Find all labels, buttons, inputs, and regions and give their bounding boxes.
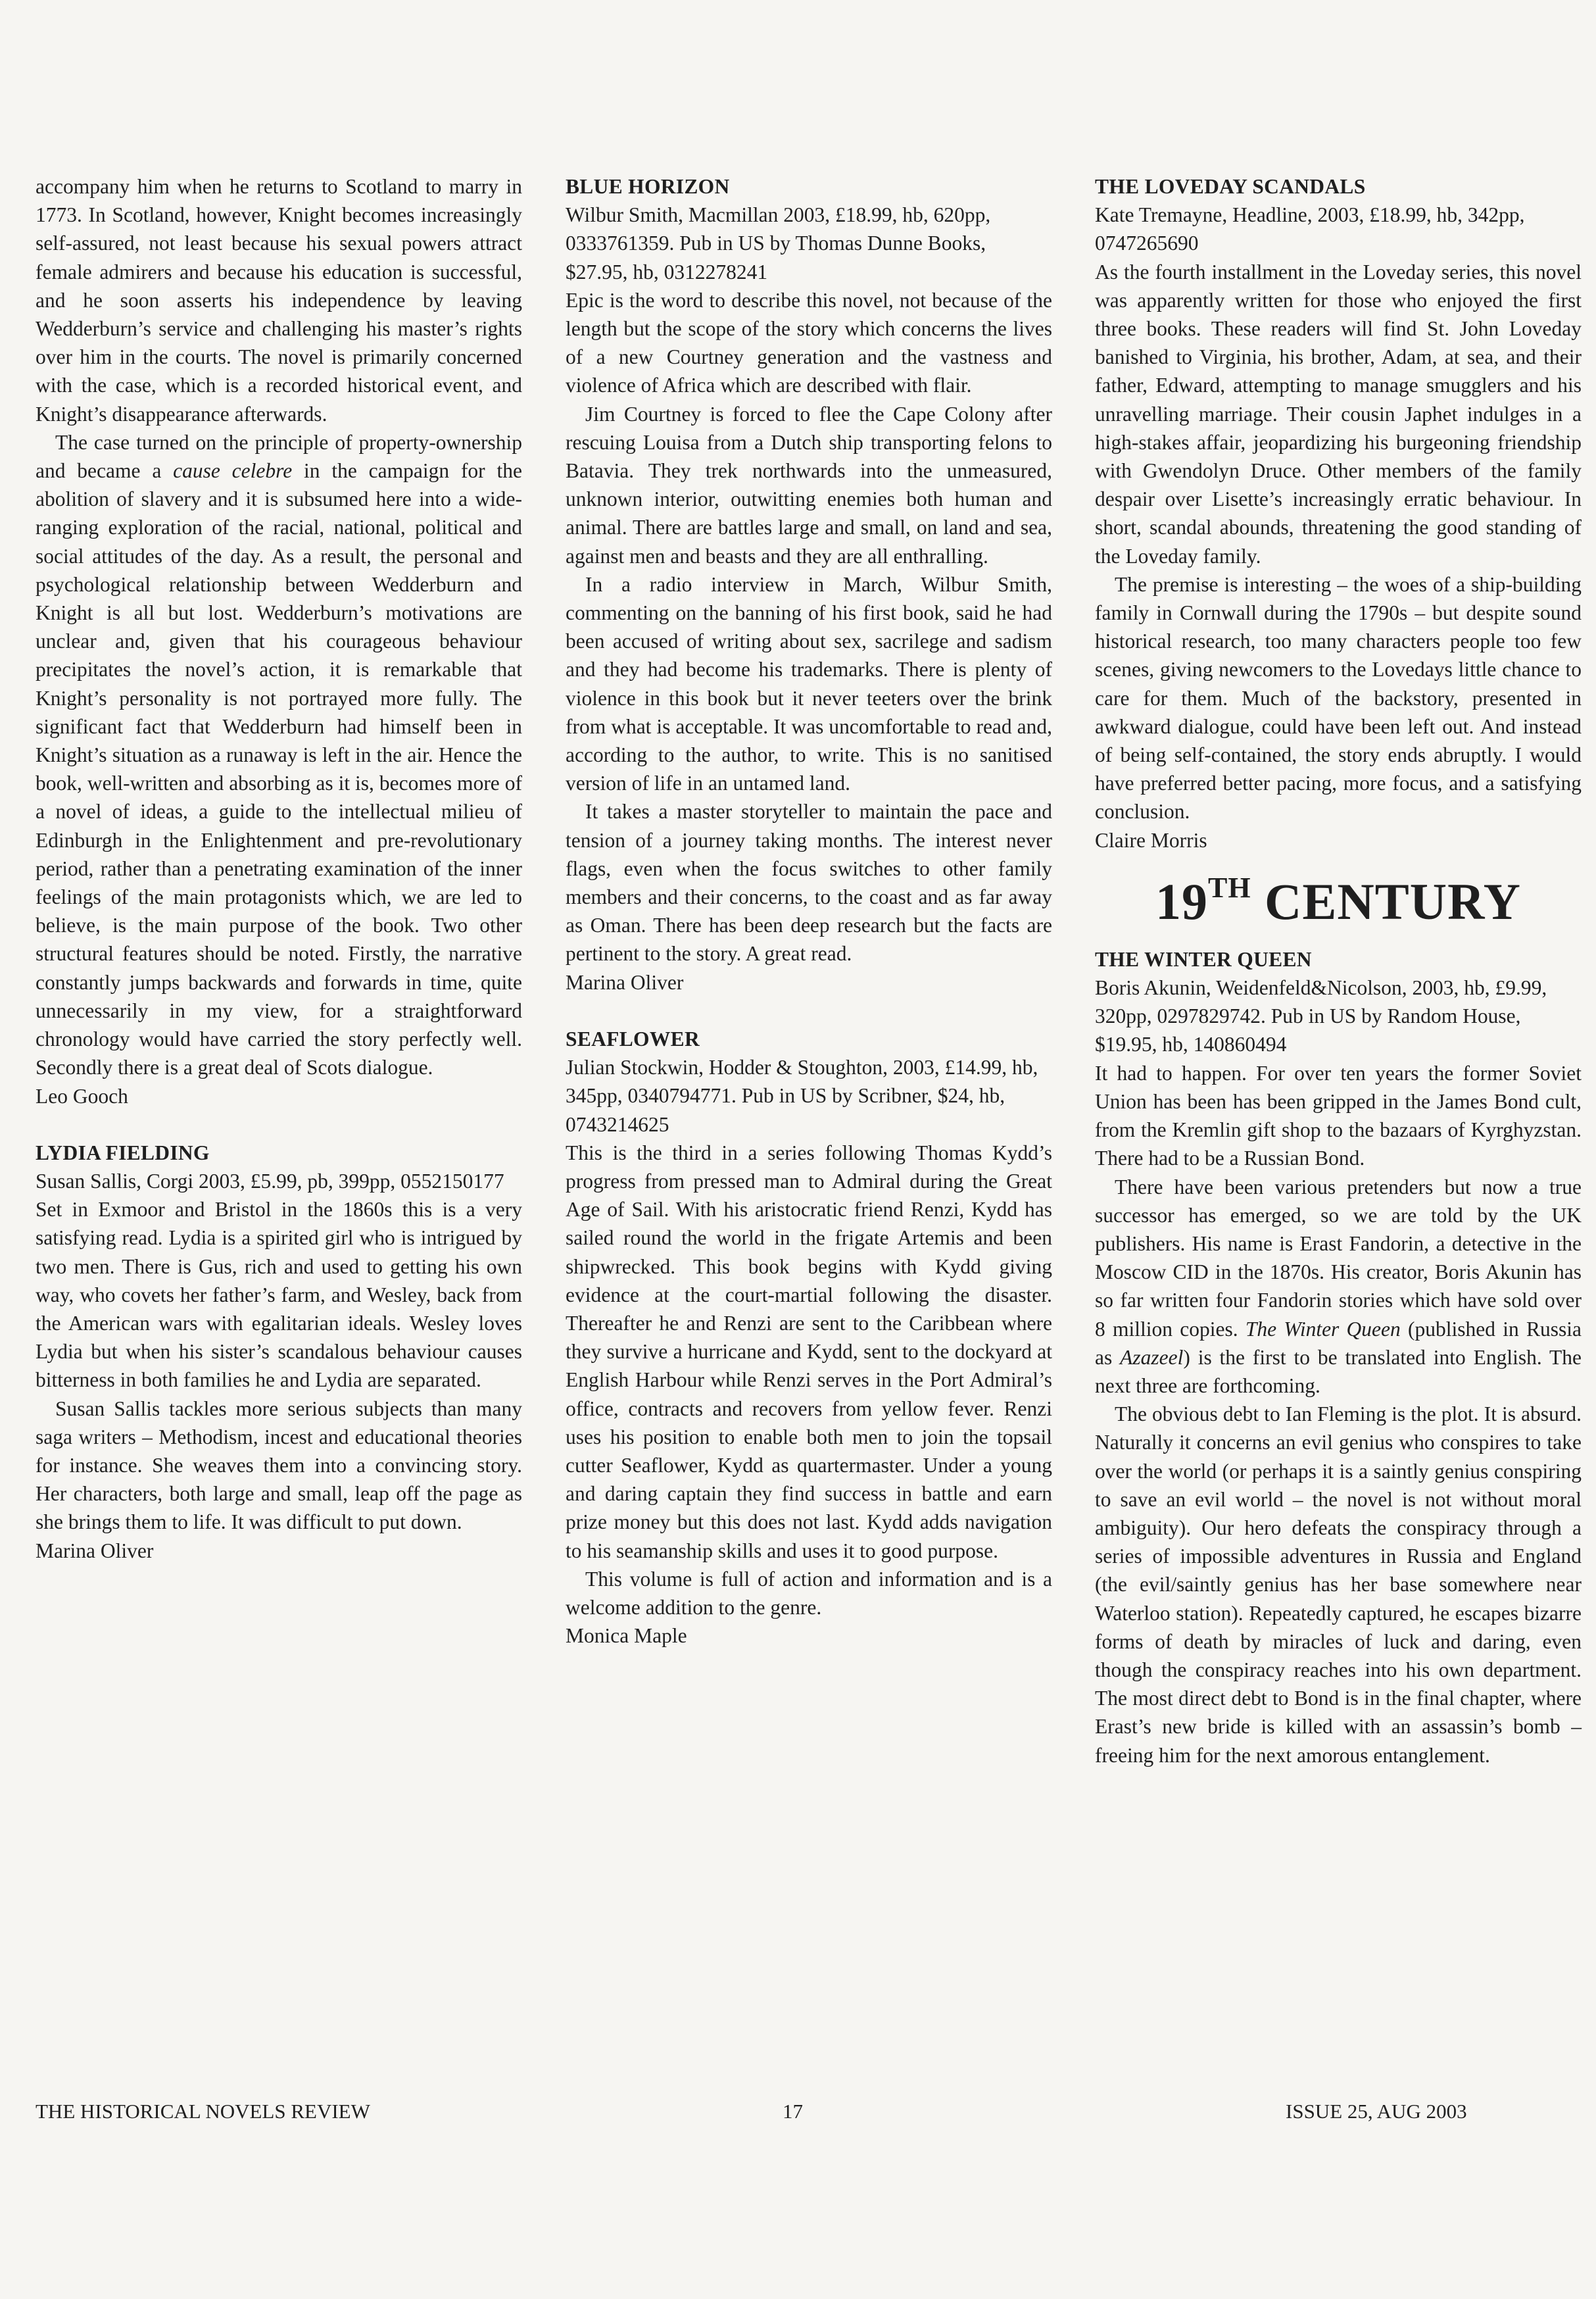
footer-issue: ISSUE 25, AUG 2003 — [1286, 2100, 1467, 2123]
review-title: BLUE HORIZON — [566, 175, 730, 198]
review-paragraph: This volume is full of action and information and is a welcome addition to the genre. — [566, 1567, 1052, 1619]
review-paragraph: In a radio interview in March, Wilbur Smith, commenting on the banning of his first book, said he had been accused of writing about sex, sacrilege and sadism and they had become his trademarks. There is plenty of violence in this book but it never teeters over the brink from what is acceptable. It was uncomfortable to read and, according to the author, to write. This is no sanitised version of life in an untamed land. — [566, 572, 1052, 795]
column-right — [1095, 172, 1582, 1769]
review-continued-paragraph: The case turned on the principle of property-ownership and became a cause celebre in the campaign for the abolition of slavery and it is subsumed here into a wide-ranging exploration of the racial, national, political and social attitudes of the day. As a result, the personal and psychological relationship between Wedderburn and Knight is all but lost. Wedderburn’s motivations are unclear and, given that his courageous behaviour precipitates the novel’s action, it is remarkable that Knight’s personality is not portrayed more fully. The significant fact that Wedderburn had himself been in Knight’s situation as a runaway is left in the air. Hence the book, well-written and absorbing as it is, becomes more of a novel of ideas, a guide to the intellectual milieu of Edinburgh in the Enlightenment and pre-revolutionary period, rather than a penetrating examination of the inner feelings of the main protagonists which, we are led to believe, is the main purpose of the book. Two other structural features should be noted. Firstly, the narrative constantly jumps backwards and forwards in time, quite unnecessarily in my view, for a straightforward chronology would have carried the story perfectly well. Secondly there is a great deal of Scots dialogue. — [36, 430, 522, 1079]
review-title: SEAFLOWER — [566, 1027, 700, 1051]
review-meta: Boris Akunin, Weidenfeld&Nicolson, 2003, hb, £9.99, 320pp, 0297829742. Pub in US by Random House, $19.95, hb, 140860494 — [1095, 976, 1547, 1056]
review-title: LYDIA FIELDING — [36, 1141, 210, 1164]
review-meta: Kate Tremayne, Headline, 2003, £18.99, hb, 342pp, 0747265690 — [1095, 203, 1525, 255]
review-meta: Julian Stockwin, Hodder & Stoughton, 2003, £14.99, hb, 345pp, 0340794771. Pub in US by Scribner, $24, hb, 0743214625 — [566, 1056, 1038, 1136]
review-title: THE WINTER QUEEN — [1095, 947, 1312, 971]
column-left — [36, 172, 522, 1565]
reviewer-name: Marina Oliver — [566, 970, 684, 994]
section-heading: 19TH CENTURY — [1155, 871, 1522, 930]
review-paragraph: There have been various pretenders but now a true successor has emerged, so we are told by the UK publishers. His name is Erast Fandorin, a detective in the Moscow CID in the 1870s. His creator, Boris Akunin has so far written four Fandorin stories which have sold over 8 million copies. The Winter Queen (published in Russia as Azazeel) is the first to be translated into English. The next three are forthcoming. — [1095, 1175, 1582, 1397]
review-paragraph: It takes a master storyteller to maintain the pace and tension of a journey taking months. The interest never flags, even when the focus switches to other family members and their concerns, to the coast and as far away as Oman. There has been deep research but the facts are pertinent to the story. A great read. — [566, 800, 1052, 966]
review-paragraph: The obvious debt to Ian Fleming is the plot. It is absurd. Naturally it concerns an evil genius who conspires to take over the world (or perhaps it is a saintly genius conspiring to save an evil world – the novel is not without moral ambiguity). Our hero defeats the conspiracy through a series of impossible adventures in Russia and England (the evil/saintly genius has her base somewhere near Waterloo station). Repeatedly captured, he escapes bizarre forms of death by miracles of luck and daring, even though the conspiracy reaches into his own department. The most direct debt to Bond is in the final chapter, where Erast’s new bride is killed with an assassin’s bomb – freeing him for the next amorous entanglement. — [1095, 1402, 1582, 1767]
reviewer-name: Marina Oliver — [36, 1539, 154, 1562]
footer-publication: THE HISTORICAL NOVELS REVIEW — [36, 2100, 370, 2123]
review-paragraph: Jim Courtney is forced to flee the Cape Colony after rescuing Louisa from a Dutch ship transporting felons to Batavia. They trek northwards into the unmeasured, unknown interior, outwitting enemies both human and animal. There are battles large and small, on land and sea, against men and beasts and they are all enthralling. — [566, 402, 1052, 568]
reviewer-name: Claire Morris — [1095, 828, 1207, 852]
footer-page-number: 17 — [783, 2100, 803, 2123]
review-paragraph: This is the third in a series following Thomas Kydd’s progress from pressed man to Admiral during the Great Age of Sail. With his aristocratic friend Renzi, Kydd has sailed round the world in the frigate Artemis and been shipwrecked. This book begins with Kydd giving evidence at the court-martial following the disaster. Thereafter he and Renzi are sent to the Caribbean where they survive a hurricane and Kydd, sent to the dockyard at English Harbour while Renzi serves in the Port Admiral’s office, contracts and recovers from yellow fever. Renzi uses his position to enable both men to join the topsail cutter Seaflower, Kydd as quartermaster. Under a young and daring captain they find success in battle and earn prize money but this does not last. Kydd adds navigation to his seamanship skills and uses it to good purpose. — [566, 1141, 1052, 1562]
review-meta: Susan Sallis, Corgi 2003, £5.99, pb, 399pp, 0552150177 — [36, 1169, 504, 1193]
review-title: THE LOVEDAY SCANDALS — [1095, 175, 1366, 198]
review-meta: Wilbur Smith, Macmillan 2003, £18.99, hb, 620pp, 0333761359. Pub in US by Thomas Dunne Books, $27.95, hb, 0312278241 — [566, 203, 991, 284]
review-paragraph: As the fourth installment in the Loveday series, this novel was apparently written for those who enjoyed the first three books. These readers will find St. John Loveday banished to Virginia, his brother, Adam, at sea, and their father, Edward, attempting to manage smugglers and his unravelling marriage. Their cousin Japhet indulges in a high-stakes affair, jeopardizing his burgeoning friendship with Gwendolyn Druce. Other members of the family despair over Lisette’s increasingly erratic behaviour. In short, scandal abounds, threatening the good standing of the Loveday family. — [1095, 260, 1582, 568]
review-continued-paragraph: accompany him when he returns to Scotland to marry in 1773. In Scotland, however, Knight becomes increasingly self-assured, not least because his sexual powers attract female admirers and because his education is successful, and he soon asserts his independence by leaving Wedderburn’s service and challenging his master’s rights over him in the courts. The novel is primarily concerned with the case, which is a recorded historical event, and Knight’s disappearance afterwards. — [36, 175, 522, 426]
review-paragraph: Set in Exmoor and Bristol in the 1860s this is a very satisfying read. Lydia is a spirited girl who is intrigued by two men. There is Gus, rich and used to getting his own way, who covets her father’s farm, and Wesley, back from the American wars with egalitarian ideals. Wesley loves Lydia but when his sister’s scandalous behaviour causes bitterness in both families he and Lydia are separated. — [36, 1198, 522, 1392]
column-middle — [566, 172, 1052, 1650]
review-paragraph: Susan Sallis tackles more serious subjects than many saga writers – Methodism, incest and educational theories for instance. She weaves them into a convincing story. Her characters, both large and small, leap off the page as she brings them to life. It was difficult to put down. — [36, 1397, 522, 1534]
reviewer-name: Monica Maple — [566, 1624, 687, 1648]
review-paragraph: Epic is the word to describe this novel, not because of the length but the scope of the story which concerns the lives of a new Courtney generation and the vastness and violence of Africa which are described with flair. — [566, 288, 1052, 397]
review-paragraph: The premise is interesting – the woes of a ship-building family in Cornwall during the 1790s – but despite sound historical research, too many characters people too few scenes, giving newcomers to the Lovedays little chance to care for them. Much of the backstory, presented in awkward dialogue, could have been left out. And instead of being self-contained, the story ends abruptly. I would have preferred better pacing, more focus, and a satisfying conclusion. — [1095, 572, 1582, 824]
reviewer-name: Leo Gooch — [36, 1084, 128, 1108]
review-paragraph: It had to happen. For over ten years the former Soviet Union has been has been gripped in the James Bond cult, from the Kremlin gift shop to the bazaars of Kyrghyzstan. There had to be a Russian Bond. — [1095, 1061, 1582, 1170]
